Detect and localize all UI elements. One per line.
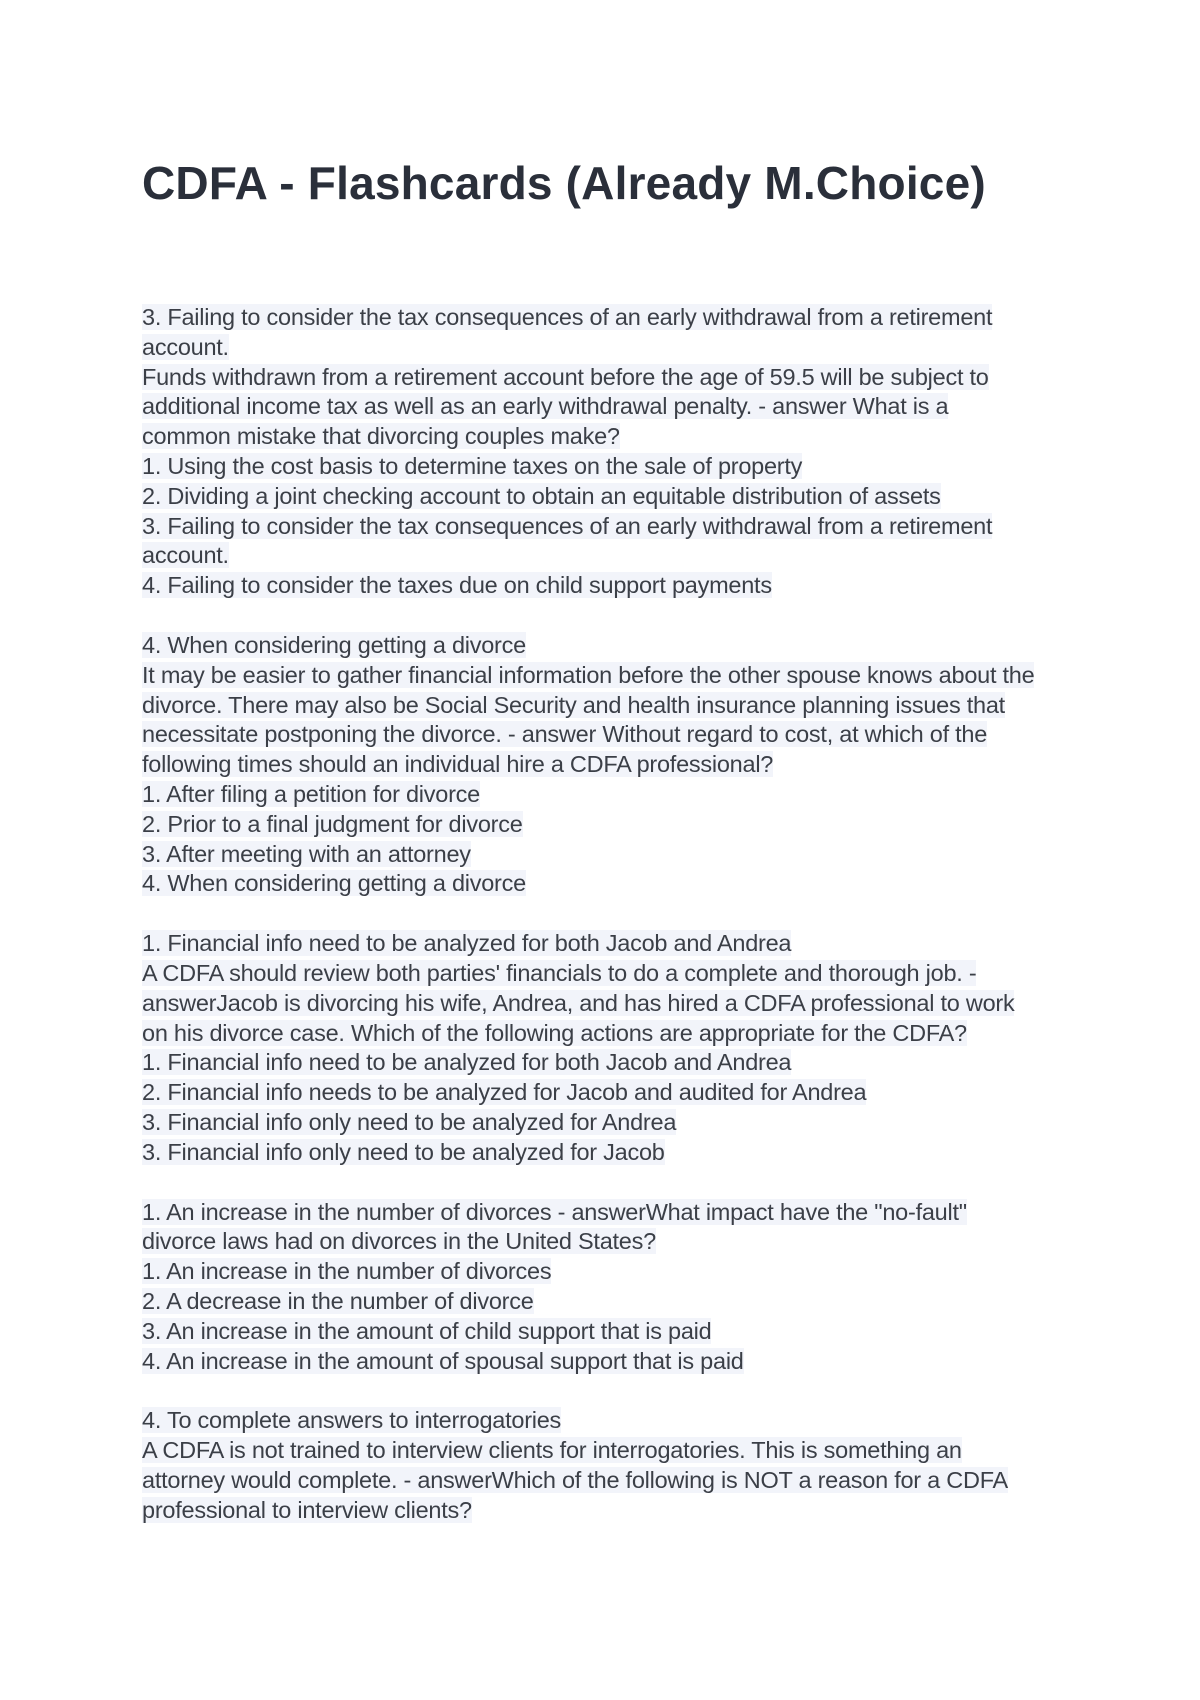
flashcard-list bbox=[142, 303, 1082, 1555]
flashcard-line-text: 1. After filing a petition for divorce bbox=[142, 780, 480, 807]
flashcard-line bbox=[142, 1048, 1082, 1078]
flashcard-line-text: necessitate postponing the divorce. - answer Without regard to cost, at which of the bbox=[142, 721, 988, 748]
page-title: CDFA - Flashcards (Already M.Choice) bbox=[142, 157, 986, 209]
flashcard-line-text: 2. A decrease in the number of divorce bbox=[142, 1287, 534, 1314]
flashcard-line bbox=[142, 1406, 1082, 1436]
flashcard-line-text: additional income tax as well as an early withdrawal penalty. - answer What is a bbox=[142, 393, 949, 420]
flashcard bbox=[142, 303, 1082, 601]
flashcard-line-text: 1. An increase in the number of divorces - answerWhat impact have the "no-fault" bbox=[142, 1198, 967, 1225]
flashcard-line-text: A CDFA is not trained to interview clients for interrogatories. This is something an bbox=[142, 1437, 962, 1464]
flashcard-line bbox=[142, 810, 1082, 840]
flashcard-line-text: divorce. There may also be Social Security and health insurance planning issues that bbox=[142, 691, 1005, 718]
flashcard-line-text: 1. Using the cost basis to determine taxes on the sale of property bbox=[142, 452, 803, 479]
flashcard-line bbox=[142, 1466, 1082, 1496]
flashcard-line bbox=[142, 1108, 1082, 1138]
flashcard-line bbox=[142, 1078, 1082, 1108]
flashcard-line bbox=[142, 1019, 1082, 1049]
flashcard-line-text: attorney would complete. - answerWhich of the following is NOT a reason for a CDFA bbox=[142, 1466, 1008, 1493]
flashcard-line-text: following times should an individual hire a CDFA professional? bbox=[142, 751, 774, 778]
flashcard-line bbox=[142, 422, 1082, 452]
flashcard-line bbox=[142, 512, 1082, 542]
flashcard-line bbox=[142, 1227, 1082, 1257]
flashcard-line bbox=[142, 1198, 1082, 1228]
flashcard-line bbox=[142, 989, 1082, 1019]
flashcard-line bbox=[142, 1317, 1082, 1347]
flashcard-line bbox=[142, 303, 1082, 333]
flashcard-line-text: 4. Failing to consider the taxes due on child support payments bbox=[142, 572, 772, 599]
flashcard bbox=[142, 1406, 1082, 1525]
flashcard-line bbox=[142, 1138, 1082, 1168]
flashcard-line-text: 3. Failing to consider the tax consequences of an early withdrawal from a retirement bbox=[142, 512, 993, 539]
flashcard-line-text: 1. Financial info need to be analyzed for both Jacob and Andrea bbox=[142, 930, 792, 957]
flashcard-line bbox=[142, 333, 1082, 363]
flashcard-line-text: A CDFA should review both parties' financials to do a complete and thorough job. - bbox=[142, 959, 977, 986]
flashcard bbox=[142, 1198, 1082, 1377]
flashcard-line-text: 3. Financial info only need to be analyzed for Andrea bbox=[142, 1108, 677, 1135]
flashcard-line bbox=[142, 1436, 1082, 1466]
flashcard-line-text: 3. Failing to consider the tax consequences of an early withdrawal from a retirement bbox=[142, 304, 993, 330]
flashcard-line bbox=[142, 363, 1082, 393]
flashcard-line-text: 2. Financial info needs to be analyzed for Jacob and audited for Andrea bbox=[142, 1079, 867, 1106]
flashcard-line-text: 4. When considering getting a divorce bbox=[142, 870, 526, 897]
flashcard-line bbox=[142, 959, 1082, 989]
flashcard-line-text: common mistake that divorcing couples make? bbox=[142, 423, 620, 450]
flashcard-line bbox=[142, 452, 1082, 482]
flashcard-line-text: 4. To complete answers to interrogatories bbox=[142, 1407, 562, 1434]
flashcard-line-text: divorce laws had on divorces in the United States? bbox=[142, 1228, 656, 1255]
flashcard-line-text: 4. An increase in the amount of spousal support that is paid bbox=[142, 1347, 744, 1374]
flashcard-line-text: 3. Financial info only need to be analyzed for Jacob bbox=[142, 1138, 665, 1165]
flashcard-line bbox=[142, 661, 1082, 691]
flashcard-line-text: professional to interview clients? bbox=[142, 1496, 472, 1523]
flashcard-line bbox=[142, 929, 1082, 959]
flashcard-line-text: Funds withdrawn from a retirement account before the age of 59.5 will be subject to bbox=[142, 363, 989, 390]
flashcard-line bbox=[142, 1257, 1082, 1287]
flashcard-line-text: account. bbox=[142, 333, 229, 360]
flashcard-line-text: 1. Financial info need to be analyzed for both Jacob and Andrea bbox=[142, 1049, 792, 1076]
flashcard-line bbox=[142, 750, 1082, 780]
flashcard-line-text: account. bbox=[142, 542, 229, 569]
flashcard-line bbox=[142, 571, 1082, 601]
flashcard-line bbox=[142, 392, 1082, 422]
flashcard-line bbox=[142, 631, 1082, 661]
flashcard-line-text: 3. After meeting with an attorney bbox=[142, 840, 471, 867]
flashcard-line-text: on his divorce case. Which of the following actions are appropriate for the CDFA? bbox=[142, 1019, 967, 1046]
flashcard bbox=[142, 631, 1082, 899]
flashcard-line bbox=[142, 869, 1082, 899]
flashcard-line-text: It may be easier to gather financial information before the other spouse knows about the bbox=[142, 661, 1035, 688]
flashcard-line-text: 3. An increase in the amount of child support that is paid bbox=[142, 1317, 712, 1344]
flashcard-line bbox=[142, 840, 1082, 870]
flashcard bbox=[142, 929, 1082, 1167]
flashcard-line bbox=[142, 541, 1082, 571]
flashcard-line-text: 2. Dividing a joint checking account to obtain an equitable distribution of assets bbox=[142, 482, 941, 509]
flashcard-line bbox=[142, 1347, 1082, 1377]
flashcard-line-text: 1. An increase in the number of divorces bbox=[142, 1258, 552, 1285]
flashcard-line-text: 2. Prior to a final judgment for divorce bbox=[142, 810, 523, 837]
flashcard-line bbox=[142, 720, 1082, 750]
flashcard-line-text: answerJacob is divorcing his wife, Andrea, and has hired a CDFA professional to work bbox=[142, 989, 1015, 1016]
flashcard-line bbox=[142, 691, 1082, 721]
flashcard-line bbox=[142, 1496, 1082, 1526]
flashcard-line bbox=[142, 780, 1082, 810]
flashcard-line-text: 4. When considering getting a divorce bbox=[142, 631, 526, 658]
flashcard-line bbox=[142, 1287, 1082, 1317]
flashcard-line bbox=[142, 482, 1082, 512]
